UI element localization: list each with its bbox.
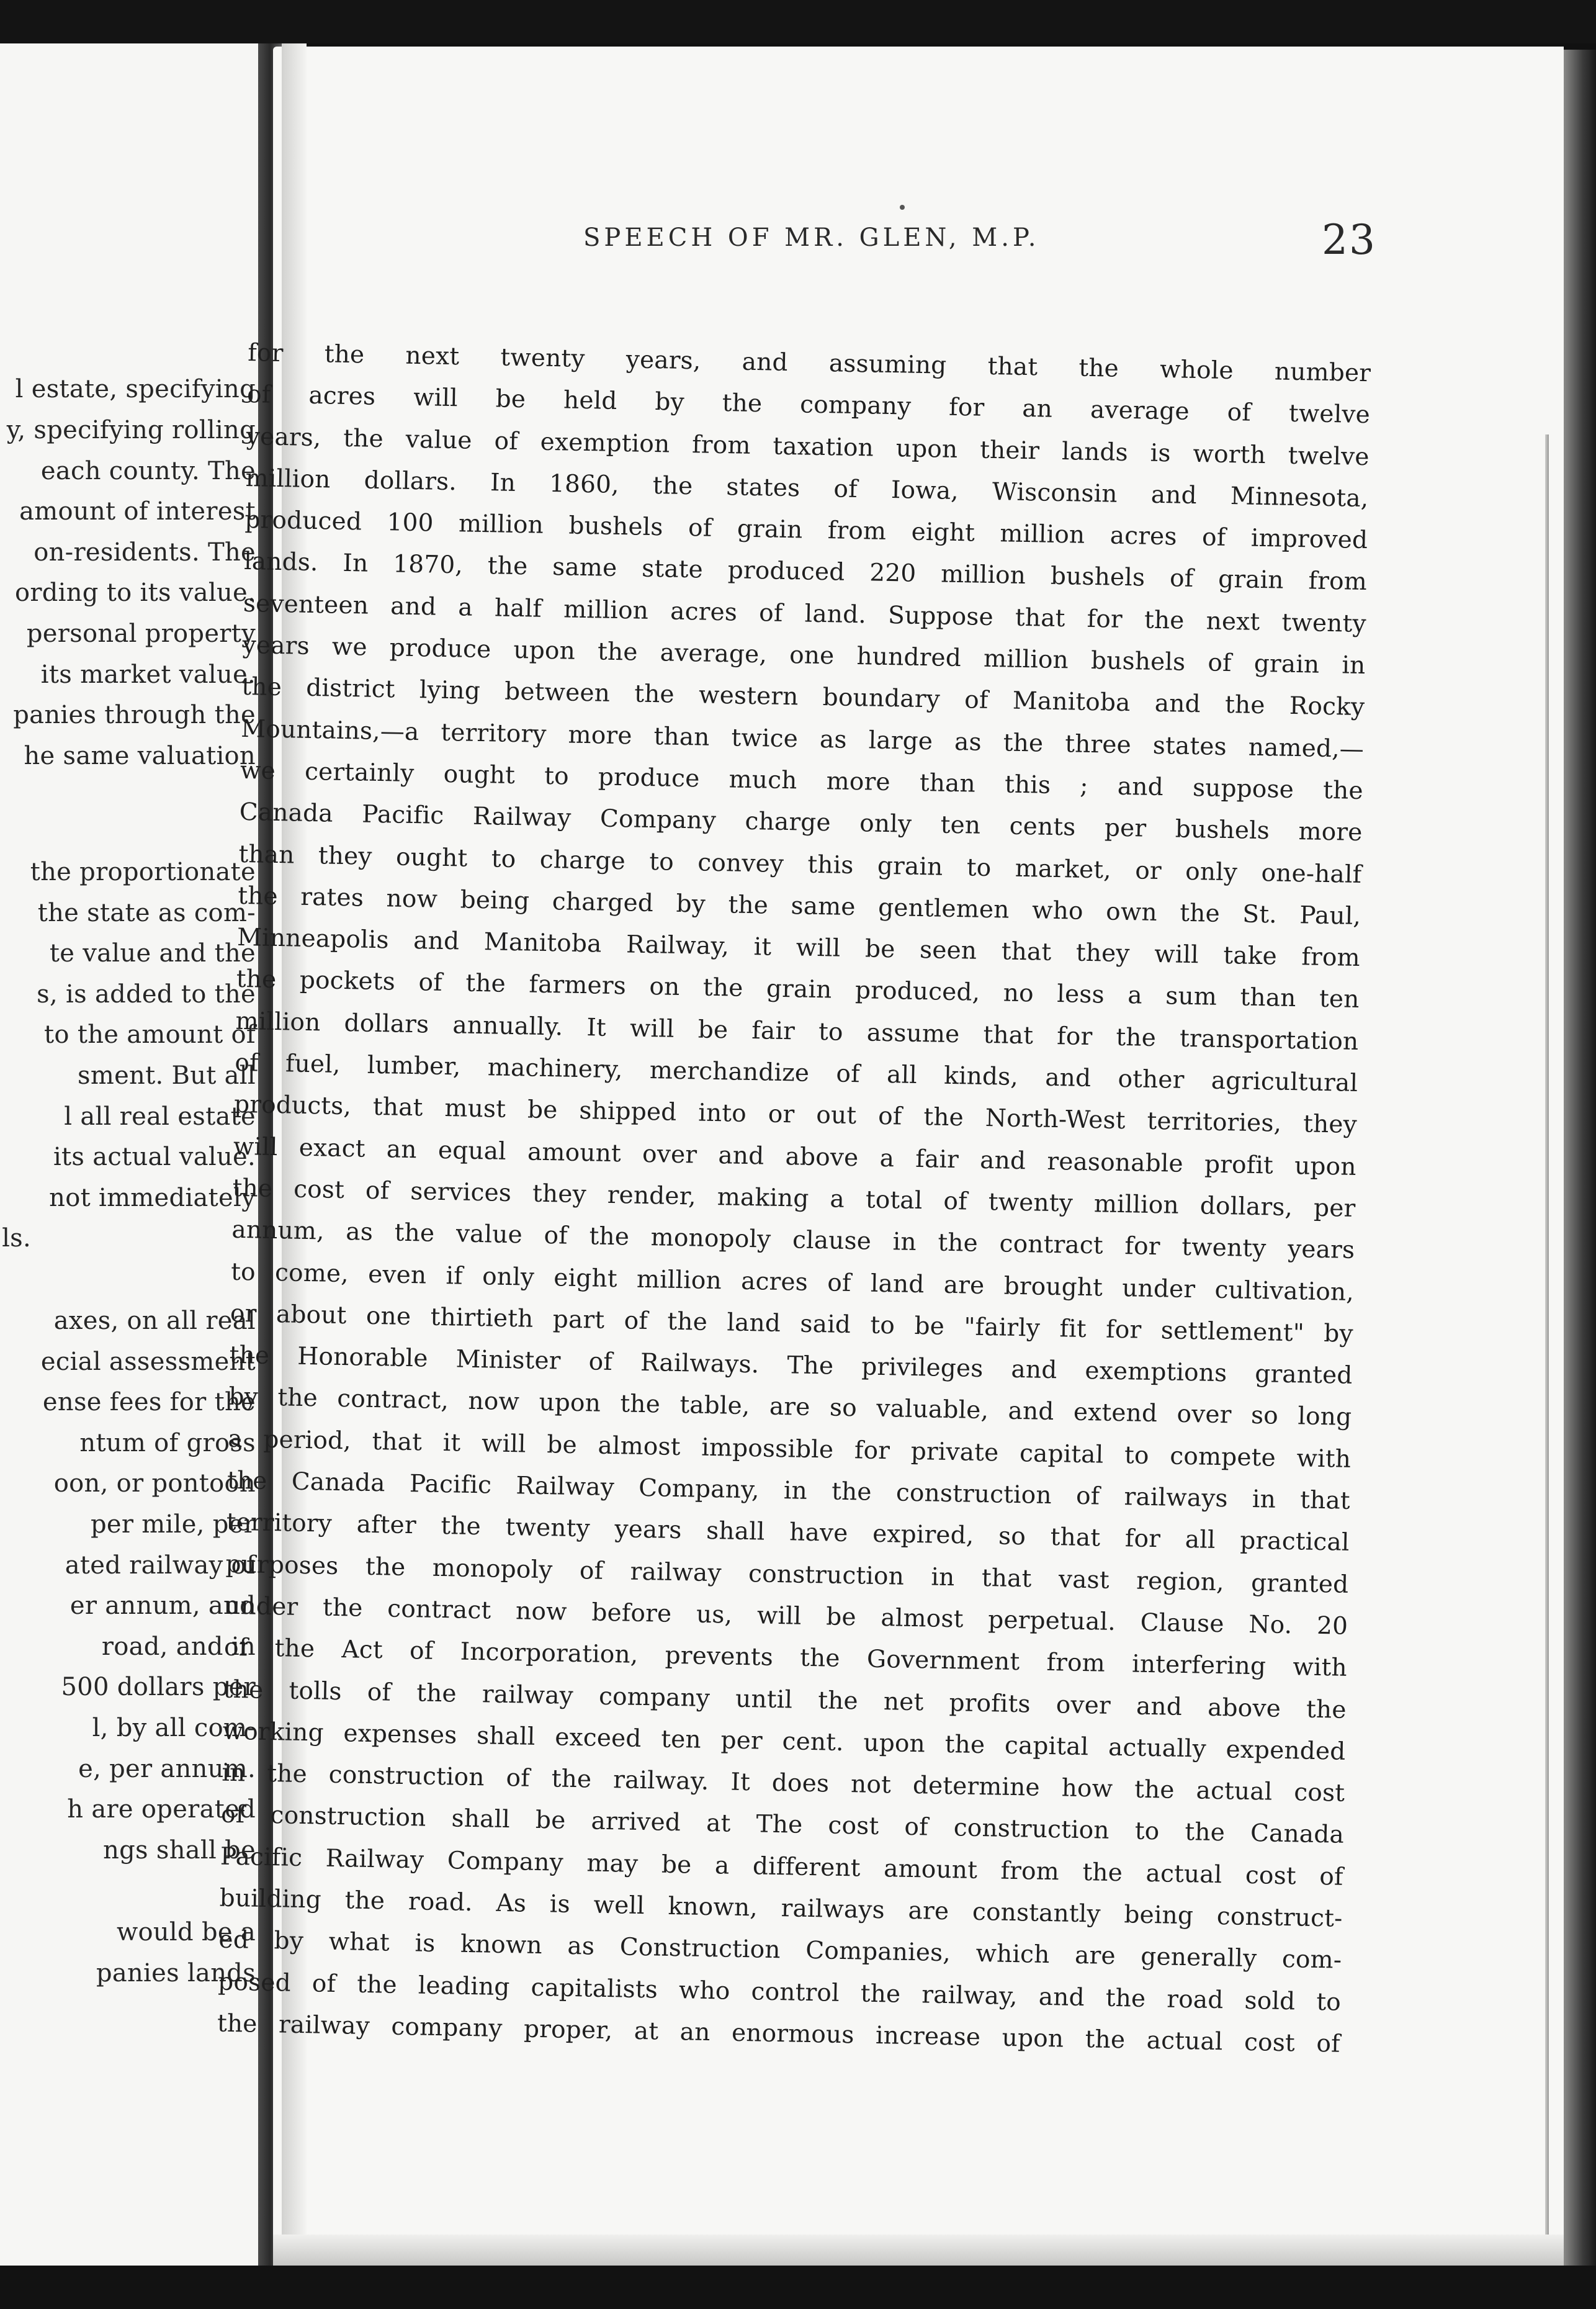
left-line: its market value. (40, 660, 256, 689)
left-line: to the amount of (44, 1020, 256, 1049)
left-line: the proportionate (30, 858, 256, 886)
body-line: a period, that it will be almost impossible for private capital to compete with (227, 1425, 1352, 1474)
body-line: of acres will be held by the company for an average of twelve (246, 380, 1371, 430)
left-line: ording to its value. (14, 578, 256, 607)
body-line: of fuel, lumber, machinery, merchandize of all kinds, and other agricultural (235, 1048, 1358, 1098)
ink-speck (900, 205, 905, 210)
left-line: ated railway of (65, 1551, 256, 1580)
left-line: each county. The (40, 457, 256, 485)
body-line: for the next twenty years, and assuming that the whole number (247, 338, 1371, 388)
body-line: the cost of services they render, making a total of twenty million dollars, per (232, 1174, 1356, 1223)
left-line: e, per annum. (78, 1755, 256, 1783)
left-line: l estate, specifying (15, 375, 256, 403)
body-line: working expenses shall exceed ten per cent. upon the capital actually expended (222, 1717, 1346, 1766)
body-line: than they ought to charge to convey this grain to market, or only one-half (238, 840, 1362, 889)
body-line: to come, even if only eight million acres of land are brought under cultivation, (230, 1258, 1355, 1307)
body-line: the railway company proper, at an enormous increase upon the actual cost of (217, 2009, 1341, 2058)
left-line: ecial assessment (40, 1348, 256, 1376)
left-line: sment. But all (78, 1061, 256, 1090)
body-line: we certainly ought to produce much more than this ; and suppose the (240, 756, 1364, 806)
body-line: million dollars annually. It will be fair to assume that for the transportation (235, 1007, 1359, 1056)
left-line: he same valuation (24, 742, 256, 770)
body-line: the tolls of the railway company until the net profits over and above the (223, 1675, 1347, 1724)
body-line: will exact an equal amount over and above a fair and reasonable profit upon (233, 1132, 1357, 1181)
page-edge-line (1545, 434, 1549, 2266)
left-line: ense fees for the (42, 1388, 256, 1416)
body-line: the Canada Pacific Railway Company, in the construction of railways in that (226, 1466, 1351, 1515)
body-line: under the contract now before us, will be almost perpetual. Clause No. 20 (224, 1591, 1348, 1641)
left-line: panies lands (96, 1959, 256, 1987)
body-line: lands. In 1870, the same state produced 220 million bushels of grain from (243, 547, 1368, 596)
left-line: er annum, and (69, 1591, 256, 1620)
left-line: road, and in (101, 1632, 256, 1661)
running-head: SPEECH OF MR. GLEN, M.P. (583, 223, 1040, 252)
body-line: building the road. As is well known, railways are constantly being construct- (219, 1884, 1343, 1933)
left-line: l all real estate (64, 1102, 256, 1131)
body-line: Canada Pacific Railway Company charge only ten cents per bushels more (239, 798, 1363, 847)
left-line: 500 dollars per (61, 1673, 256, 1701)
left-line: axes, on all real (53, 1307, 256, 1335)
page-bottom-curl (273, 2235, 1564, 2266)
left-line: per mile, per (90, 1510, 256, 1539)
body-text (217, 332, 1371, 2065)
body-line: ed by what is known as Construction Companies, which are generally com- (218, 1925, 1342, 1975)
body-line: years, the value of exemption from taxation upon their lands is worth twelve (246, 422, 1370, 471)
body-line: Pacific Railway Company may be a different amount from the actual cost of (220, 1842, 1344, 1891)
body-line: the Honorable Minister of Railways. The privileges and exemptions granted (229, 1341, 1353, 1390)
left-line: s, is added to the (37, 980, 256, 1009)
left-line: not immediately (49, 1184, 256, 1212)
left-line: amount of interest (19, 497, 256, 526)
body-line: million dollars. In 1860, the states of Iowa, Wisconsin and Minnesota, (245, 464, 1369, 513)
left-line: its actual value. (53, 1143, 256, 1171)
body-line: the rates now being charged by the same gentlemen who own the St. Paul, (237, 881, 1361, 930)
body-line: products, that must be shipped into or out of the North-West territories, they (233, 1091, 1358, 1140)
page-number: 23 (1322, 216, 1376, 264)
body-line: annum, as the value of the monopoly clause in the contract for twenty years (231, 1215, 1355, 1265)
body-line: of construction shall be arrived at The cost of construction to the Canada (220, 1800, 1345, 1850)
body-line: posed of the leading capitalists who control the railway, and the road sold to (217, 1968, 1342, 2017)
body-line: years we produce upon the average, one hundred million bushels of grain in (242, 631, 1366, 680)
body-line: Minneapolis and Manitoba Railway, it will be seen that they will take from (236, 923, 1361, 973)
body-line: produced 100 million bushels of grain from eight million acres of improved (244, 506, 1368, 555)
body-line: the district lying between the western boundary of Manitoba and the Rocky (241, 673, 1365, 722)
body-line: territory after the twenty years shall have expired, so that for all practical (226, 1508, 1350, 1557)
body-line: in the construction of the railway. It does not determine how the actual cost (222, 1758, 1345, 1807)
left-line: would be a (116, 1918, 256, 1947)
left-line: personal property (26, 619, 256, 648)
left-line: y, specifying rolling (6, 416, 256, 444)
left-line: oon, or pontoon (53, 1469, 256, 1498)
body-line: seventeen and a half million acres of land. Suppose that for the next twenty (243, 589, 1367, 638)
body-line: Mountains,—a territory more than twice as large as the three states named,— (240, 714, 1365, 763)
right-page-edge (1564, 50, 1596, 2266)
scan-top-border (0, 0, 1596, 43)
left-line: on-residents. The (34, 538, 256, 567)
left-line: ls. (2, 1224, 31, 1253)
left-line: ntum of gross (79, 1429, 256, 1457)
left-line: the state as com- (37, 899, 256, 927)
body-line: purposes the monopoly of railway construction in that vast region, granted (225, 1550, 1349, 1599)
left-line: panies through the (13, 701, 256, 729)
body-line: of the Act of Incorporation, prevents the Government from interfering with (223, 1633, 1348, 1683)
scan-bottom-border (0, 2266, 1596, 2309)
left-line: ngs shall be (103, 1836, 256, 1865)
left-line: l, by all com- (92, 1714, 256, 1742)
left-line: te value and the (49, 939, 256, 968)
left-line: h are operated (67, 1795, 256, 1824)
body-line: the pockets of the farmers on the grain produced, no less a sum than ten (236, 965, 1360, 1014)
body-line: or about one thirtieth part of the land said to be "fairly fit for settlement" by (230, 1299, 1354, 1348)
body-line: by the contract, now upon the table, are so valuable, and extend over so long (228, 1383, 1352, 1432)
